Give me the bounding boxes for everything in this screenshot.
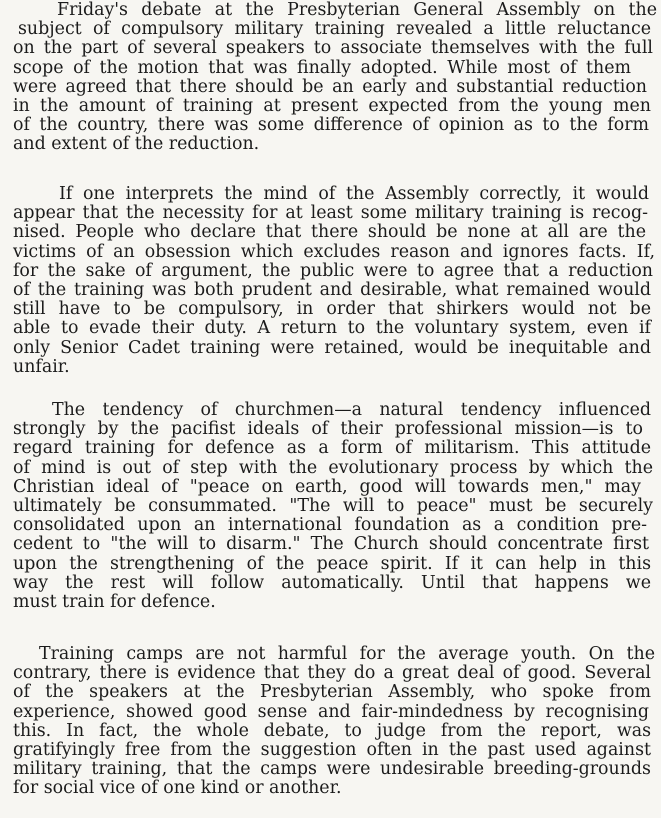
text-line: military training, that the camps were undesirable breeding-grounds xyxy=(13,760,651,780)
paragraph-4 xyxy=(0,645,661,799)
text-line: upon the strengthening of the peace spirit. If it can help in this xyxy=(13,554,651,574)
text-line: scope of the motion that was finally adopted. While most of them xyxy=(13,58,631,78)
text-line: and extent of the reduction. xyxy=(13,135,260,155)
text-line: experience, showed good sense and fair-mindedness by recognising xyxy=(13,702,649,722)
text-line: strongly by the pacifist ideals of their professional mission—is to xyxy=(13,420,643,440)
text-line: on the part of several speakers to associate themselves with the full xyxy=(13,39,653,59)
text-line: victims of an obsession which excludes reason and ignores facts. If, xyxy=(13,242,655,262)
text-line: way the rest will follow automatically. Until that happens we xyxy=(13,573,651,593)
text-line: for the sake of argument, the public were to agree that a reduction xyxy=(13,261,653,281)
text-line: consolidated upon an international foundation as a condition pre- xyxy=(13,516,647,536)
text-line: of the country, there was some difference of opinion as to the form xyxy=(13,116,649,136)
text-line: of the training was both prudent and desirable, what remained would xyxy=(13,280,651,300)
text-line: gratifyingly free from the suggestion often in the past used against xyxy=(13,740,651,760)
text-line: cedent to "the will to disarm." The Church should concentrate first xyxy=(13,535,649,555)
text-line: If one interprets the mind of the Assembly correctly, it would xyxy=(59,185,649,204)
text-line: must train for defence. xyxy=(13,592,216,612)
text-line: only Senior Cadet training were retained, would be inequitable and xyxy=(13,338,651,358)
text-line: were agreed that there should be an early and substantial reduction xyxy=(13,77,647,97)
paragraph-1 xyxy=(0,1,661,155)
text-line: able to evade their duty. A return to the voluntary system, even if xyxy=(13,319,651,339)
text-line: of mind is out of step with the evolutionary process by which the xyxy=(13,458,653,478)
text-line: this. In fact, the whole debate, to judge from the report, was xyxy=(13,721,651,741)
text-line: Friday's debate at the Presbyterian General Assembly on the xyxy=(57,1,657,20)
text-line: of the speakers at the Presbyterian Assembly, who spoke from xyxy=(13,683,651,703)
text-line: Training camps are not harmful for the average youth. On the xyxy=(39,645,655,664)
text-line: The tendency of churchmen—a natural tendency influenced xyxy=(52,401,651,420)
text-line: unfair. xyxy=(13,357,70,377)
text-line: nised. People who declare that there should be none at all are the xyxy=(13,223,646,243)
paragraph-2 xyxy=(0,185,661,377)
text-line: ultimately be consummated. "The will to peace" must be securely xyxy=(13,496,653,516)
text-line: still have to be compulsory, in order that shirkers would not be xyxy=(13,300,651,320)
text-line: appear that the necessity for at least some military training is recog- xyxy=(13,204,648,224)
text-line: contrary, there is evidence that they do a great deal of good. Several xyxy=(13,664,651,684)
text-line: subject of compulsory military training revealed a little reluctance xyxy=(18,20,651,40)
text-line: in the amount of training at present expected from the young men xyxy=(13,96,651,116)
text-line: for social vice of one kind or another. xyxy=(13,779,342,799)
text-line: regard training for defence as a form of militarism. This attitude xyxy=(13,439,651,459)
paragraph-3 xyxy=(0,401,661,612)
text-line: Christian ideal of "peace on earth, good will towards men," may xyxy=(13,477,641,497)
